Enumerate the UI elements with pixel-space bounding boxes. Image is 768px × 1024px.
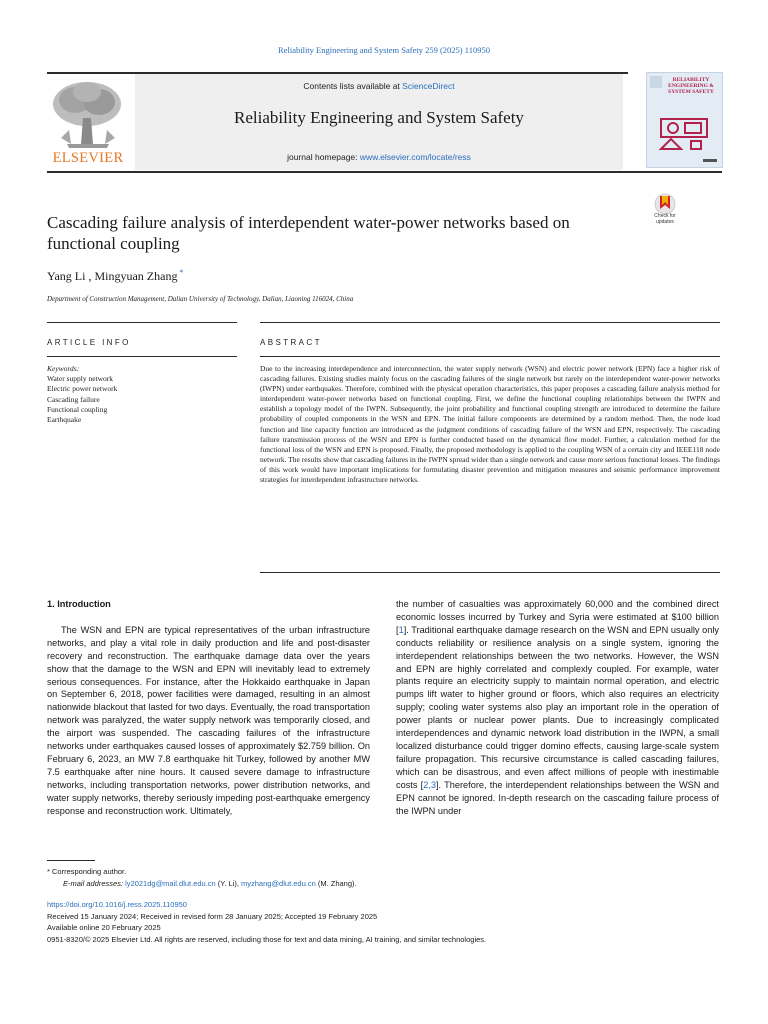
received-dates: Received 15 January 2024; Received in revised form 28 January 2025; Accepted 19 February 2025 <box>47 911 378 921</box>
journal-homepage-line <box>135 152 623 162</box>
email-addresses <box>47 878 727 890</box>
keyword-item: Functional coupling <box>47 404 108 414</box>
footnote-rule <box>47 860 95 861</box>
doi-line <box>47 899 727 911</box>
email-label: E-mail addresses: <box>63 878 124 888</box>
crossmark-label: Check for updates <box>654 213 676 225</box>
abstract-rule-2 <box>260 356 720 357</box>
citation-link[interactable]: 1 <box>398 624 404 635</box>
journal-band <box>135 74 623 170</box>
homepage-prefix: journal homepage: <box>287 152 360 162</box>
body-column-right <box>396 598 719 817</box>
intro-paragraph-continued <box>396 598 719 817</box>
running-head[interactable]: Reliability Engineering and System Safety 259 (2025) 110950 <box>278 45 490 55</box>
keyword-item: Electric power network <box>47 384 118 394</box>
body-text-b: ]. Traditional earthquake damage research on the WSN and EPN usually only conducts reliability or resilience analysis on a single system, ignoring the interdependent relationships between the two networks. However, the WSN and EPN are highly correlated and complexly coupled. For example, water plants require an electricity supply to maintain normal operation, and electric pumps lift water to higher ground or floors, which also requires an electricity supply; cooling water systems also play an important role in the operation of power plants or nuclear power plants. Due to increasingly complicated interdependences and dynamic network load distribution in the IWPN, a small localized disturbance could trigger domino effects, causing large-scale system failure propagation. This recursive circumstance is called cascading failures, which can be disastrous, and even affect millions of people with inestimable costs [ <box>396 624 719 790</box>
corresponding-author-note: * Corresponding author. <box>47 867 127 876</box>
crossmark-icon <box>646 193 684 215</box>
journal-homepage-link[interactable]: www.elsevier.com/locate/ress <box>359 152 471 162</box>
email-link-li[interactable]: ly2021dg@mail.dlut.edu.cn <box>125 878 216 888</box>
article-info-heading: ARTICLE INFO <box>47 338 131 347</box>
journal-cover-thumbnail[interactable] <box>646 72 723 168</box>
contents-prefix: Contents lists available at <box>303 81 403 91</box>
copyright-line: 0951-8320/© 2025 Elsevier Ltd. All rights are reserved, including those for text and data mining, AI training, and similar technologies. <box>47 934 487 944</box>
article-info-rule <box>47 322 237 323</box>
keyword-item: Earthquake <box>47 415 82 425</box>
keywords-block <box>47 364 237 425</box>
abstract-heading: ABSTRACT <box>260 338 322 347</box>
author-list <box>47 268 183 284</box>
abstract-rule <box>260 322 720 323</box>
journal-masthead <box>47 72 628 170</box>
affiliation: Department of Construction Management, Dalian University of Technology, Dalian, Liaoning 116024, China <box>47 295 354 303</box>
author-names: Yang Li , Mingyuan Zhang <box>47 269 178 283</box>
publisher-name: ELSEVIER <box>52 150 124 166</box>
body-text-c: ]. Therefore, the interdependent relationships between the WSN and EPN cannot be ignored. In-depth research on the cascading failure process of the IWPN under <box>396 779 719 816</box>
keyword-item: Water supply network <box>47 374 114 384</box>
email-link-zhang[interactable]: myzhang@dlut.edu.cn <box>241 878 316 888</box>
doi-link[interactable]: https://doi.org/10.1016/j.ress.2025.110950 <box>47 900 187 909</box>
contents-line <box>135 81 623 91</box>
body-column-left <box>47 598 370 818</box>
publication-info <box>47 899 727 945</box>
abstract-bottom-rule <box>260 572 720 573</box>
journal-title[interactable]: Reliability Engineering and System Safety <box>234 108 524 127</box>
citation-link[interactable]: 2,3 <box>423 779 436 790</box>
section-heading-introduction: 1. Introduction <box>47 599 111 609</box>
check-for-updates-badge[interactable] <box>646 193 684 235</box>
footnotes <box>47 866 727 889</box>
masthead-bottom-rule <box>47 171 722 173</box>
cover-title: RELIABILITY ENGINEERING & SYSTEM SAFETY <box>668 77 714 95</box>
keyword-item: Cascading failure <box>47 394 100 404</box>
corresponding-author-mark[interactable] <box>177 268 183 277</box>
available-online: Available online 20 February 2025 <box>47 923 161 932</box>
abstract-text: Due to the increasing interdependence and interconnection, the water supply network (WSN) and electric power network (EPN) face a higher risk of cascading failures. Existing studies mainly focus on the cascading failures of the single network but rarely on the interdependent water-power networks (IWPN) under earthquakes. Therefore, combined with the physical operation characteristics, this paper proposes a cascading failure analysis method for interdependent water-power networks based on functional coupling. First, we define the functional coupling relationships between the IWPN and establish a topology model of the IWPN. Subsequently, the joint probability and functional coupling strength are introduced to determine the failure probability of coupled components in the WSN and EPN. The initial failure components are determined by a random method. Then, the node load function and line capacity function are introduced as the judgment conditions of cascading failure of the WSN and EPN, respectively. The cascading failure transmission process of the WSN and EPN is further conducted based on the dynamical flow model. Further, a calculation method for the functional loss of the WSN and EPN is proposed. Finally, the proposed methodology is applied to the coupling WSN of a certain city and IEEE118 node network. The results show that cascading failures in the IWPN spread wider than a single network and cause more serious functional losses. The findings of this work would have important implications for formulating disaster prevention and mitigation measures and seismic performance improvement strategies for interdependent infrastructure networks. <box>260 364 720 485</box>
intro-paragraph: The WSN and EPN are typical representatives of the urban infrastructure networks, and play a vital role in daily production and life and post-disaster recovery and reconstruction. The earthquake damage data over the years show that the damage to the WSN and EPN will inevitably lead to extremely serious consequences. For instance, after the Hokkaido earthquake in Japan on September 6, 2018, power facilities were damaged, resulting in an almost nationwide blackout that lasted for two days. Eventually, the road transportation network was paralyzed, the water supply network was temporarily closed, and the airport was suspended. The cascading failures of the infrastructure networks under earthquakes caused losses of approximately $2.759 billion. On February 6, 2023, an MW 7.8 earthquake hit Turkey, followed by another MW 7.5 earthquake after nine hours. It caused severe damage to infrastructure networks, including transportation networks, power distribution networks, and water supply networks, thereby seriously impeding post-earthquake emergency response and reconstruction work. Ultimately, <box>47 624 370 816</box>
email2-owner: (M. Zhang). <box>315 878 357 888</box>
keywords-label: Keywords: <box>47 364 80 373</box>
body-text-a: the number of casualties was approximately 60,000 and the combined direct economic losses incurred by Turkey and Syria were estimated at $100 billion [ <box>396 599 719 635</box>
article-title: Cascading failure analysis of interdependent water-power networks based on functional coupling <box>47 213 570 253</box>
email1-owner: (Y. Li), <box>215 878 242 888</box>
corresponding-author-star: * <box>179 268 184 277</box>
article-info-rule-2 <box>47 356 237 357</box>
tree-icon <box>47 78 127 154</box>
sciencedirect-link[interactable]: ScienceDirect <box>402 81 455 91</box>
